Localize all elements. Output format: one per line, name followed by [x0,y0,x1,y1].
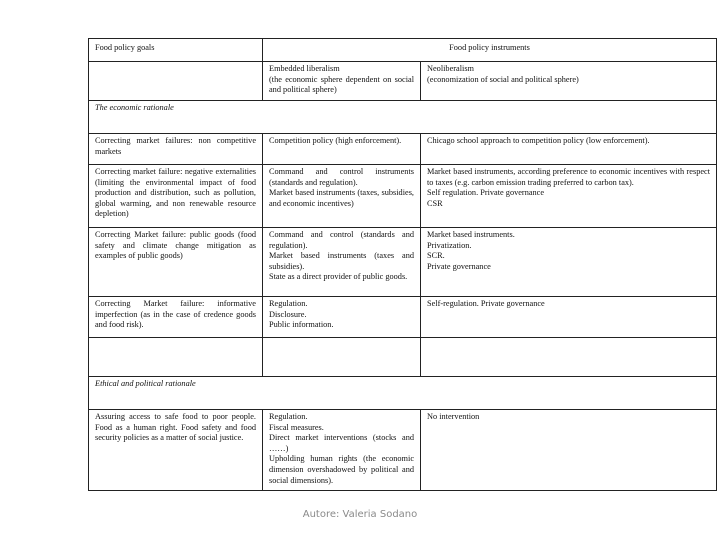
embedded-cell [263,165,421,228]
instrument-line: Disclosure. [269,309,307,319]
goal-cell: Correcting Market failure: public goods (food safety and climate change mitigation as examples of public goods) [89,228,263,297]
instrument-line: CSR [427,198,443,208]
author-footer: Autore: Valeria Sodano [302,509,418,520]
neoliberal-cell [421,165,717,228]
instrument-line: SCR. [427,251,445,261]
subheader-empty-cell [89,62,263,101]
neoliberal-cell [421,410,717,491]
instrument-line: Self regulation. Private governance [427,188,545,198]
instrument-line: Regulation. [269,299,308,308]
table-row [89,410,717,491]
section-ethical-rationale: Ethical and political rationale [89,377,717,410]
instrument-line: Market based instruments. [427,230,515,239]
neoliberalism-description: (economization of social and political sphere) [427,74,579,84]
instrument-line: Public information. [269,320,334,330]
neoliberal-cell [421,228,717,297]
instrument-line: Regulation. [269,412,308,421]
instrument-line: Privatization. [427,240,472,250]
header-goals: Food policy goals [89,39,263,62]
table-row [89,165,717,228]
table-subheader-row [89,62,717,101]
instrument-line: No intervention [427,412,480,421]
neoliberal-cell [421,134,717,165]
section-economic-rationale: The economic rationale [89,101,717,134]
embedded-cell [263,297,421,338]
table-row [89,228,717,297]
embedded-cell [263,228,421,297]
subheader-embedded-liberalism [263,62,421,101]
subheader-neoliberalism [421,62,717,101]
instrument-line: Market based instruments, according preference to economic incentives with respect to taxes (e.g. carbon emission trading preferred to carbon tax). [427,167,711,187]
embedded-cell [263,410,421,491]
instrument-line: State as a direct provider of public goods. [269,272,408,282]
table-row [89,297,717,338]
instrument-line: Competition policy (high enforcement). [269,136,402,145]
table-header-row [89,39,717,62]
table-row [89,134,717,165]
instrument-line: Command and control instruments (standards and regulation). [269,167,414,187]
section-row-ethical [89,377,717,410]
instrument-line: Chicago school approach to competition policy (low enforcement). [427,136,650,145]
section-row-economic [89,101,717,134]
instrument-line: Private governance [427,261,491,271]
food-policy-table [88,38,717,491]
neoliberal-cell [421,297,717,338]
goal-cell: Correcting market failures: non competitive markets [89,134,263,165]
instrument-line: Market based instruments (taxes and subsidies). [269,251,414,271]
goal-cell: Correcting Market failure: informative imperfection (as in the case of credence goods and food risk). [89,297,263,338]
header-instruments: Food policy instruments [263,39,717,62]
goal-cell: Assuring access to safe food to poor people. Food as a human right. Food safety and food security policies as a matter of social justice. [89,410,263,491]
empty-cell [421,338,717,377]
instrument-line: Fiscal measures. [269,422,324,432]
instrument-line: Command and control (standards and regulation). [269,230,414,250]
embedded-cell [263,134,421,165]
embedded-description: (the economic sphere dependent on social and political sphere) [269,74,414,95]
instrument-line: Upholding human rights (the economic dimension overshadowed by political and social dimensions). [269,454,414,485]
embedded-title: Embedded liberalism [269,64,340,73]
empty-row [89,338,717,377]
instrument-line: Direct market interventions (stocks and ……) [269,433,414,453]
empty-cell [263,338,421,377]
goal-cell: Correcting market failure: negative externalities (limiting the environmental impact of food production and distribution, such as pollution, global warming, and non renewable resource depletion) [89,165,263,228]
instrument-line: Market based instruments (taxes, subsidies, and economic incentives) [269,188,414,208]
neoliberalism-title: Neoliberalism [427,64,475,73]
instrument-line: Self-regulation. Private governance [427,299,545,308]
empty-cell [89,338,263,377]
